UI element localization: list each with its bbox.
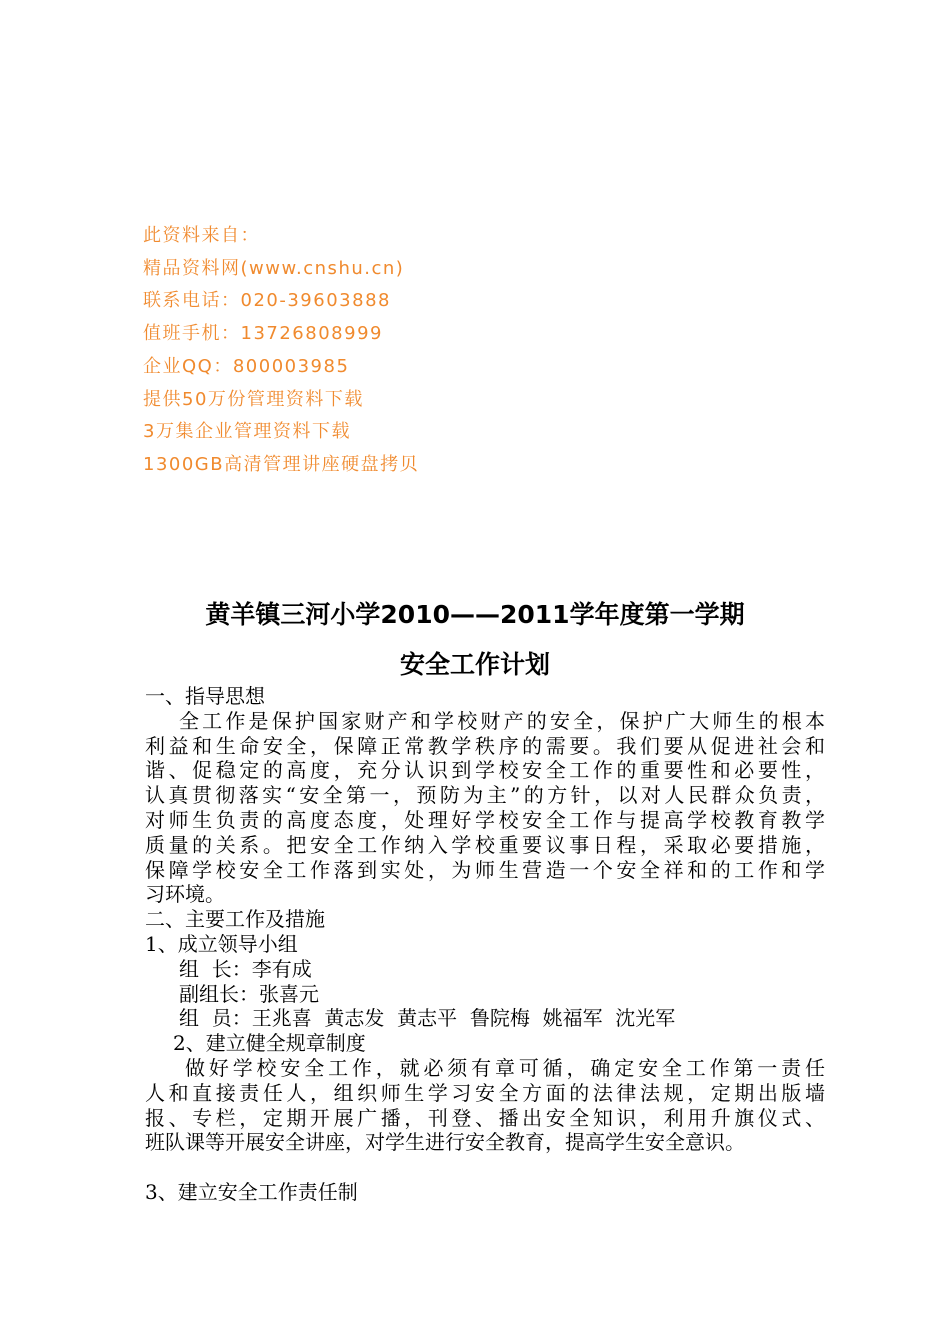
mobile-line: 值班手机：13726808999 <box>143 323 383 345</box>
paragraph-line: 质量的关系。把安全工作纳入学校重要议事日程，采取必要措施， <box>145 832 825 857</box>
paragraph-line: 习环境。 <box>145 882 225 907</box>
section-heading: 一、指导思想 <box>145 684 265 708</box>
item-heading: 3、建立安全工作责任制 <box>145 1179 358 1204</box>
paragraph-line: 报、专栏，定期开展广播，刊登、播出安全知识，利用升旗仪式、 <box>145 1105 825 1130</box>
paragraph-line: 利益和生命安全，保障正常教学秩序的需要。我们要从促进社会和 <box>145 733 825 758</box>
paragraph-line: 对师生负责的高度态度，处理好学校安全工作与提高学校教育教学 <box>145 807 825 832</box>
group-members: 组 员：王兆喜 黄志发 黄志平 鲁院梅 姚福军 沈光军 <box>179 1006 676 1031</box>
paragraph-line: 全工作是保护国家财产和学校财产的安全，保护广大师生的根本 <box>179 708 825 733</box>
offer-line-3: 1300GB高清管理讲座硬盘拷贝 <box>143 453 420 475</box>
document-title: 黄羊镇三河小学2010——2011学年度第一学期 <box>205 600 745 629</box>
offer-line-1: 提供50万份管理资料下载 <box>143 388 364 410</box>
blank-line <box>145 1155 825 1180</box>
section-heading: 二、主要工作及措施 <box>145 907 325 932</box>
group-leader: 组 长：李有成 <box>179 956 312 981</box>
deputy-leader: 副组长：张喜元 <box>179 981 319 1006</box>
qq-line: 企业QQ：800003985 <box>143 355 350 377</box>
phone-line: 联系电话：020-39603888 <box>143 290 391 312</box>
paragraph-line: 人和直接责任人，组织师生学习安全方面的法律法规，定期出版墙 <box>145 1080 825 1105</box>
paragraph-line: 谐、促稳定的高度，充分认识到学校安全工作的重要性和必要性， <box>145 758 825 783</box>
paragraph-line: 班队课等开展安全讲座，对学生进行安全教育，提高学生安全意识。 <box>145 1130 745 1155</box>
website-line: 精品资料网(www.cnshu.cn) <box>143 257 405 279</box>
paragraph-line: 做好学校安全工作，就必须有章可循，确定安全工作第一责任 <box>185 1055 825 1080</box>
offer-line-2: 3万集企业管理资料下载 <box>143 421 351 443</box>
document-body <box>145 684 825 1205</box>
paragraph-line: 保障学校安全工作落到实处，为师生营造一个安全祥和的工作和学 <box>145 857 825 882</box>
item-heading: 2、建立健全规章制度 <box>173 1031 366 1056</box>
item-heading: 1、成立领导小组 <box>145 931 298 956</box>
document-subtitle: 安全工作计划 <box>399 650 550 679</box>
paragraph-line: 认真贯彻落实“安全第一，预防为主”的方针，以对人民群众负责， <box>145 783 825 808</box>
source-info-block <box>143 220 663 482</box>
source-line: 此资料来自： <box>143 225 260 246</box>
